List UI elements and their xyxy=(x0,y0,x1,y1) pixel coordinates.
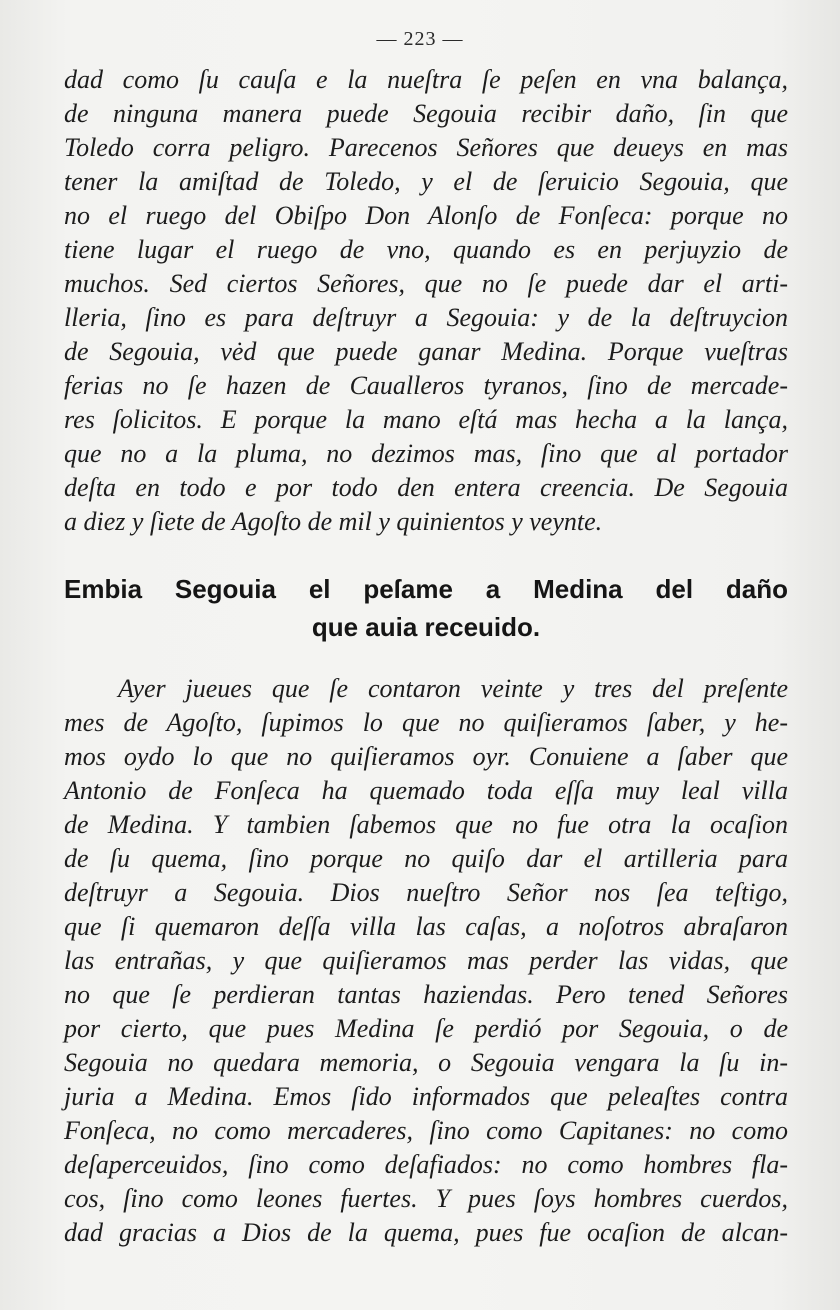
paragraph-2-line: juria a Medina. Emos ſido informados que peleaſtes contra xyxy=(64,1082,788,1111)
paragraph-1-line: muchos. Sed ciertos Señores, que no ſe puede dar el arti- xyxy=(64,269,788,298)
paragraph-2-line: mes de Agoſto, ſupimos lo que no quiſieramos ſaber, y he- xyxy=(64,708,788,737)
paragraph-2-line: deſaperceuidos, ſino como deſafiados: no como hombres fla- xyxy=(64,1150,788,1179)
paragraph-2-line: que ſi quemaron deſſa villa las caſas, a noſotros abraſaron xyxy=(64,912,788,941)
section-heading-line-2: que auia receuido. xyxy=(311,612,541,642)
paragraph-1-line: que no a la pluma, no dezimos mas, ſino que al portador xyxy=(64,439,788,468)
paragraph-1-line: a diez y ſiete de Agoſto de mil y quinientos y veynte. xyxy=(64,507,603,536)
paragraph-2-line: deſtruyr a Segouia. Dios nueſtro Señor nos ſea teſtigo, xyxy=(64,878,788,907)
paragraph-1-line: Toledo corra peligro. Parecenos Señores que deueys en mas xyxy=(64,133,788,162)
paragraph-1-line: ferias no ſe hazen de Caualleros tyranos, ſino de mercade- xyxy=(64,371,788,400)
paragraph-2-line: cos, ſino como leones fuertes. Y pues ſoys hombres cuerdos, xyxy=(64,1184,788,1213)
paragraph-2-line: dad gracias a Dios de la quema, pues fue ocaſion de alcan- xyxy=(64,1218,788,1247)
paragraph-1-line: tiene lugar el ruego de vno, quando es en perjuyzio de xyxy=(64,235,788,264)
paragraph-1-line: de Segouia, vėd que puede ganar Medina. Porque vueſtras xyxy=(64,337,788,366)
paragraph-2-line: de ſu quema, ſino porque no quiſo dar el artilleria para xyxy=(64,844,788,873)
paragraph-2-line: Segouia no quedara memoria, o Segouia vengara la ſu in- xyxy=(64,1048,788,1077)
paragraph-2-line: Ayer jueues que ſe contaron veinte y tres del preſente xyxy=(118,674,788,703)
paragraph-1-line: deſta en todo e por todo den entera creencia. De Segouia xyxy=(64,473,788,502)
paragraph-1-line: lleria, ſino es para deſtruyr a Segouia: y de la deſtruycion xyxy=(64,303,788,332)
page-number: — 223 — xyxy=(376,28,464,50)
paragraph-1-line: res ſolicitos. E porque la mano eſtá mas hecha a la lança, xyxy=(64,405,788,434)
paragraph-2-line: de Medina. Y tambien ſabemos que no fue otra la ocaſion xyxy=(64,810,788,839)
paragraph-1-line: no el ruego del Obiſpo Don Alonſo de Fonſeca: porque no xyxy=(64,201,788,230)
paragraph-1-line: tener la amiſtad de Toledo, y el de ſeruicio Segouia, que xyxy=(64,167,788,196)
paragraph-2-line: las entrañas, y que quiſieramos mas perder las vidas, que xyxy=(64,946,788,975)
paragraph-1-line: dad como ſu cauſa e la nueſtra ſe peſen en vna balança, xyxy=(64,65,788,94)
paragraph-2-line: por cierto, que pues Medina ſe perdió por Segouia, o de xyxy=(64,1014,788,1043)
paragraph-2-line: Antonio de Fonſeca ha quemado toda eſſa muy leal villa xyxy=(64,776,788,805)
paragraph-2-line: no que ſe perdieran tantas haziendas. Pero tened Señores xyxy=(64,980,788,1009)
paragraph-1-line: de ninguna manera puede Segouia recibir daño, ſin que xyxy=(64,99,788,128)
paragraph-2-line: mos oydo lo que no quiſieramos oyr. Conuiene a ſaber que xyxy=(64,742,788,771)
section-heading-line-1: Embia Segouia el peſame a Medina del daño xyxy=(64,574,788,604)
paragraph-2-line: Fonſeca, no como mercaderes, ſino como Capitanes: no como xyxy=(64,1116,788,1145)
